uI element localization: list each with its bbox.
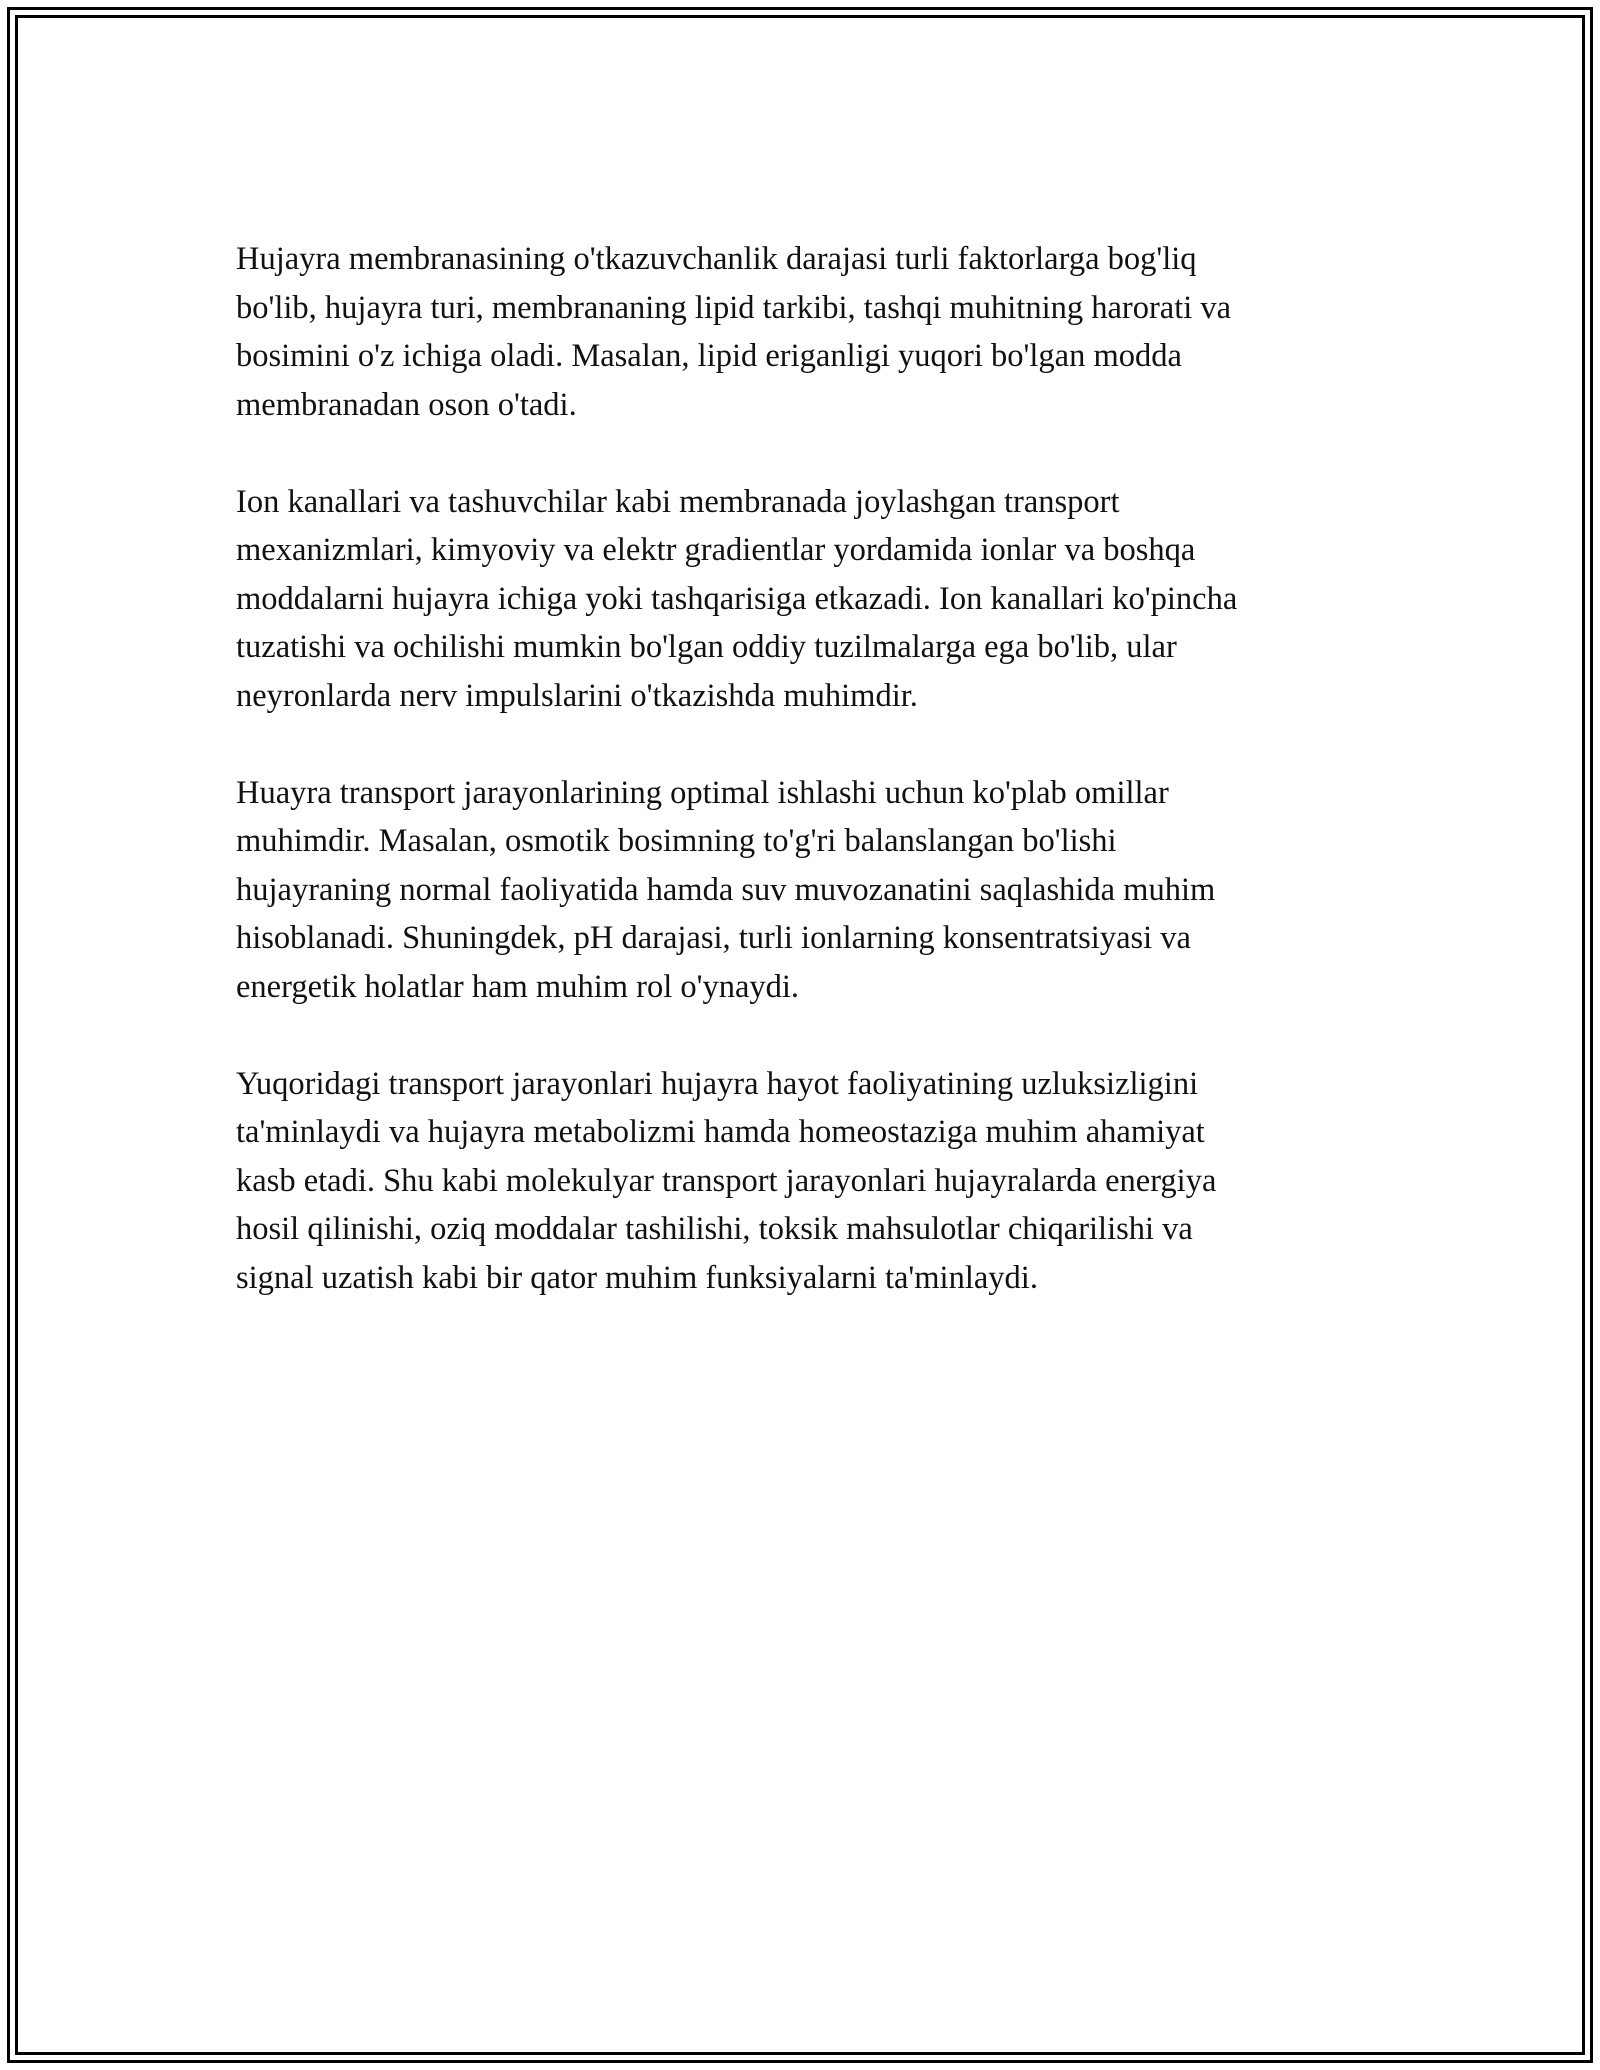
paragraph-line: mexanizmlari, kimyoviy va elektr gradientlar yordamida ionlar va boshqa [236, 532, 1196, 568]
paragraph-4 [236, 1060, 1386, 1303]
paragraph-line: signal uzatish kabi bir qator muhim funksiyalarni ta'minlaydi. [236, 1259, 1038, 1296]
paragraph-line: hisoblanadi. Shuningdek, pH darajasi, turli ionlarning konsentratsiyasi va [236, 920, 1191, 956]
paragraph-line: Hujayra membranasining o'tkazuvchanlik darajasi turli faktorlarga bog'liq [236, 241, 1197, 277]
paragraph-line: membranadan oson o'tadi. [236, 386, 577, 423]
paragraph-line: moddalarni hujayra ichiga yoki tashqarisiga etkazadi. Ion kanallari ko'pincha [236, 580, 1238, 617]
paragraph-line: ta'minlaydi va hujayra metabolizmi hamda homeostaziga muhim ahamiyat [236, 1114, 1205, 1150]
paragraph-line: bo'lib, hujayra turi, membrananing lipid tarkibi, tashqi muhitning harorati va [236, 289, 1232, 326]
paragraph-3 [236, 769, 1386, 1012]
paragraph-line: Ion kanallari va tashuvchilar kabi membranada joylashgan transport [236, 483, 1120, 520]
paragraph-line: muhimdir. Masalan, osmotik bosimning to'g'ri balanslangan bo'lishi [236, 823, 1117, 859]
paragraph-line: neyronlarda nerv impulslarini o'tkazishda muhimdir. [236, 677, 918, 714]
paragraph-1 [236, 235, 1386, 429]
paragraph-line: hosil qilinishi, oziq moddalar tashilishi, toksik mahsulotlar chiqarilishi va [236, 1211, 1193, 1247]
paragraph-line: kasb etadi. Shu kabi molekulyar transport jarayonlari hujayralarda energiya [236, 1162, 1217, 1199]
paragraph-line: tuzatishi va ochilishi mumkin bo'lgan oddiy tuzilmalarga ega bo'lib, ular [236, 629, 1177, 665]
document-body [236, 235, 1386, 1351]
paragraph-line: bosimini o'z ichiga oladi. Masalan, lipid eriganligi yuqori bo'lgan modda [236, 338, 1182, 374]
paragraph-2 [236, 478, 1386, 721]
paragraph-line: Yuqoridagi transport jarayonlari hujayra hayot faoliyatining uzluksizligini [236, 1065, 1199, 1102]
paragraph-line: Huayra transport jarayonlarining optimal ishlashi uchun ko'plab omillar [236, 774, 1169, 811]
paragraph-line: energetik holatlar ham muhim rol o'ynaydi. [236, 968, 800, 1005]
paragraph-line: hujayraning normal faoliyatida hamda suv muvozanatini saqlashida muhim [236, 871, 1216, 908]
